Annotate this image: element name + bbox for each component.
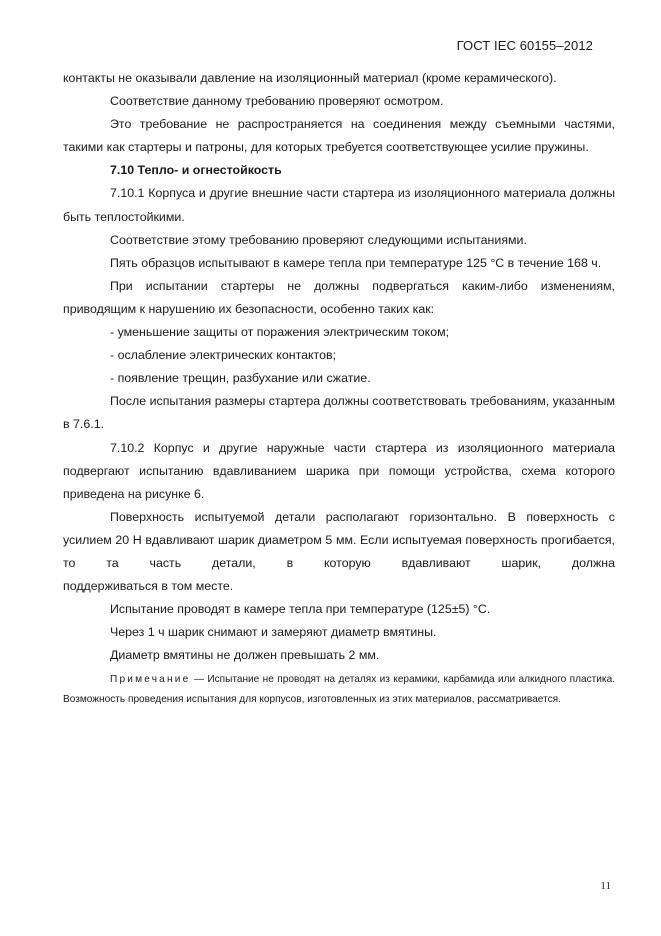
body-text [63,67,615,709]
paragraph: После испытания размеры стартера должны соответствовать требованиям, указанным в 7.6.1. [63,394,615,432]
list-item: - уменьшение защиты от поражения электрическим током; [110,325,450,340]
note [63,670,615,709]
paragraph: контакты не оказывали давление на изоляционный материал (кроме керамического). [63,71,557,85]
paragraph: Через 1 ч шарик снимают и замеряют диаметр вмятины. [110,625,437,640]
paragraph: При испытании стартеры не должны подвергаться каким-либо изменениям, приводящим к нарушению их безопасности, особенно таких как: [63,278,615,316]
paragraph: поддерживаться в том месте. [63,579,234,594]
paragraph: Испытание проводят в камере тепла при температуре (125±5) °С. [110,602,491,617]
section-heading: 7.10 Тепло- и огнестойкость [110,163,282,178]
paragraph: 7.10.1 Корпуса и другие внешние части стартера из изоляционного материала должны быть теплостойкими. [63,186,615,224]
paragraph: Соответствие этому требованию проверяют следующими испытаниями. [110,232,527,247]
list-item: - ослабление электрических контактов; [110,348,337,363]
standard-header: ГОСТ IEC 60155–2012 [456,38,593,53]
paragraph: 7.10.2 Корпус и другие наружные части стартера из изоляционного материала подвергают испытанию вдавливанием шарика при помощи устройства, схема которого приведена на рисунке 6. [63,440,615,501]
paragraph: Это требование не распространяется на соединения между съемными частями, такими как стартеры и патроны, для которых требуется соответствующее усилие пружины. [63,117,615,155]
list-item: - появление трещин, разбухание или сжатие. [110,371,371,386]
note-text: — Испытание не проводят на деталях из керамики, карбамида или алкидного пластика. Возможность проведения испытания для корпусов, изготовленных из этих материалов, рассматривается. [63,674,615,705]
paragraph: Соответствие данному требованию проверяют осмотром. [110,94,444,109]
note-label: Примечание [110,674,191,686]
page-number: 11 [600,880,611,892]
paragraph: Диаметр вмятины не должен превышать 2 мм. [110,648,380,663]
paragraph: Пять образцов испытывают в камере тепла при температуре 125 °С в течение 168 ч. [110,255,602,270]
paragraph: Поверхность испытуемой детали располагают горизонтально. В поверхность с усилием 20 Н вдавливают шарик диаметром 5 мм. Если испытуемая поверхность прогибается, то та часть детали, в которую вдавливают шарик, должна [63,509,615,570]
